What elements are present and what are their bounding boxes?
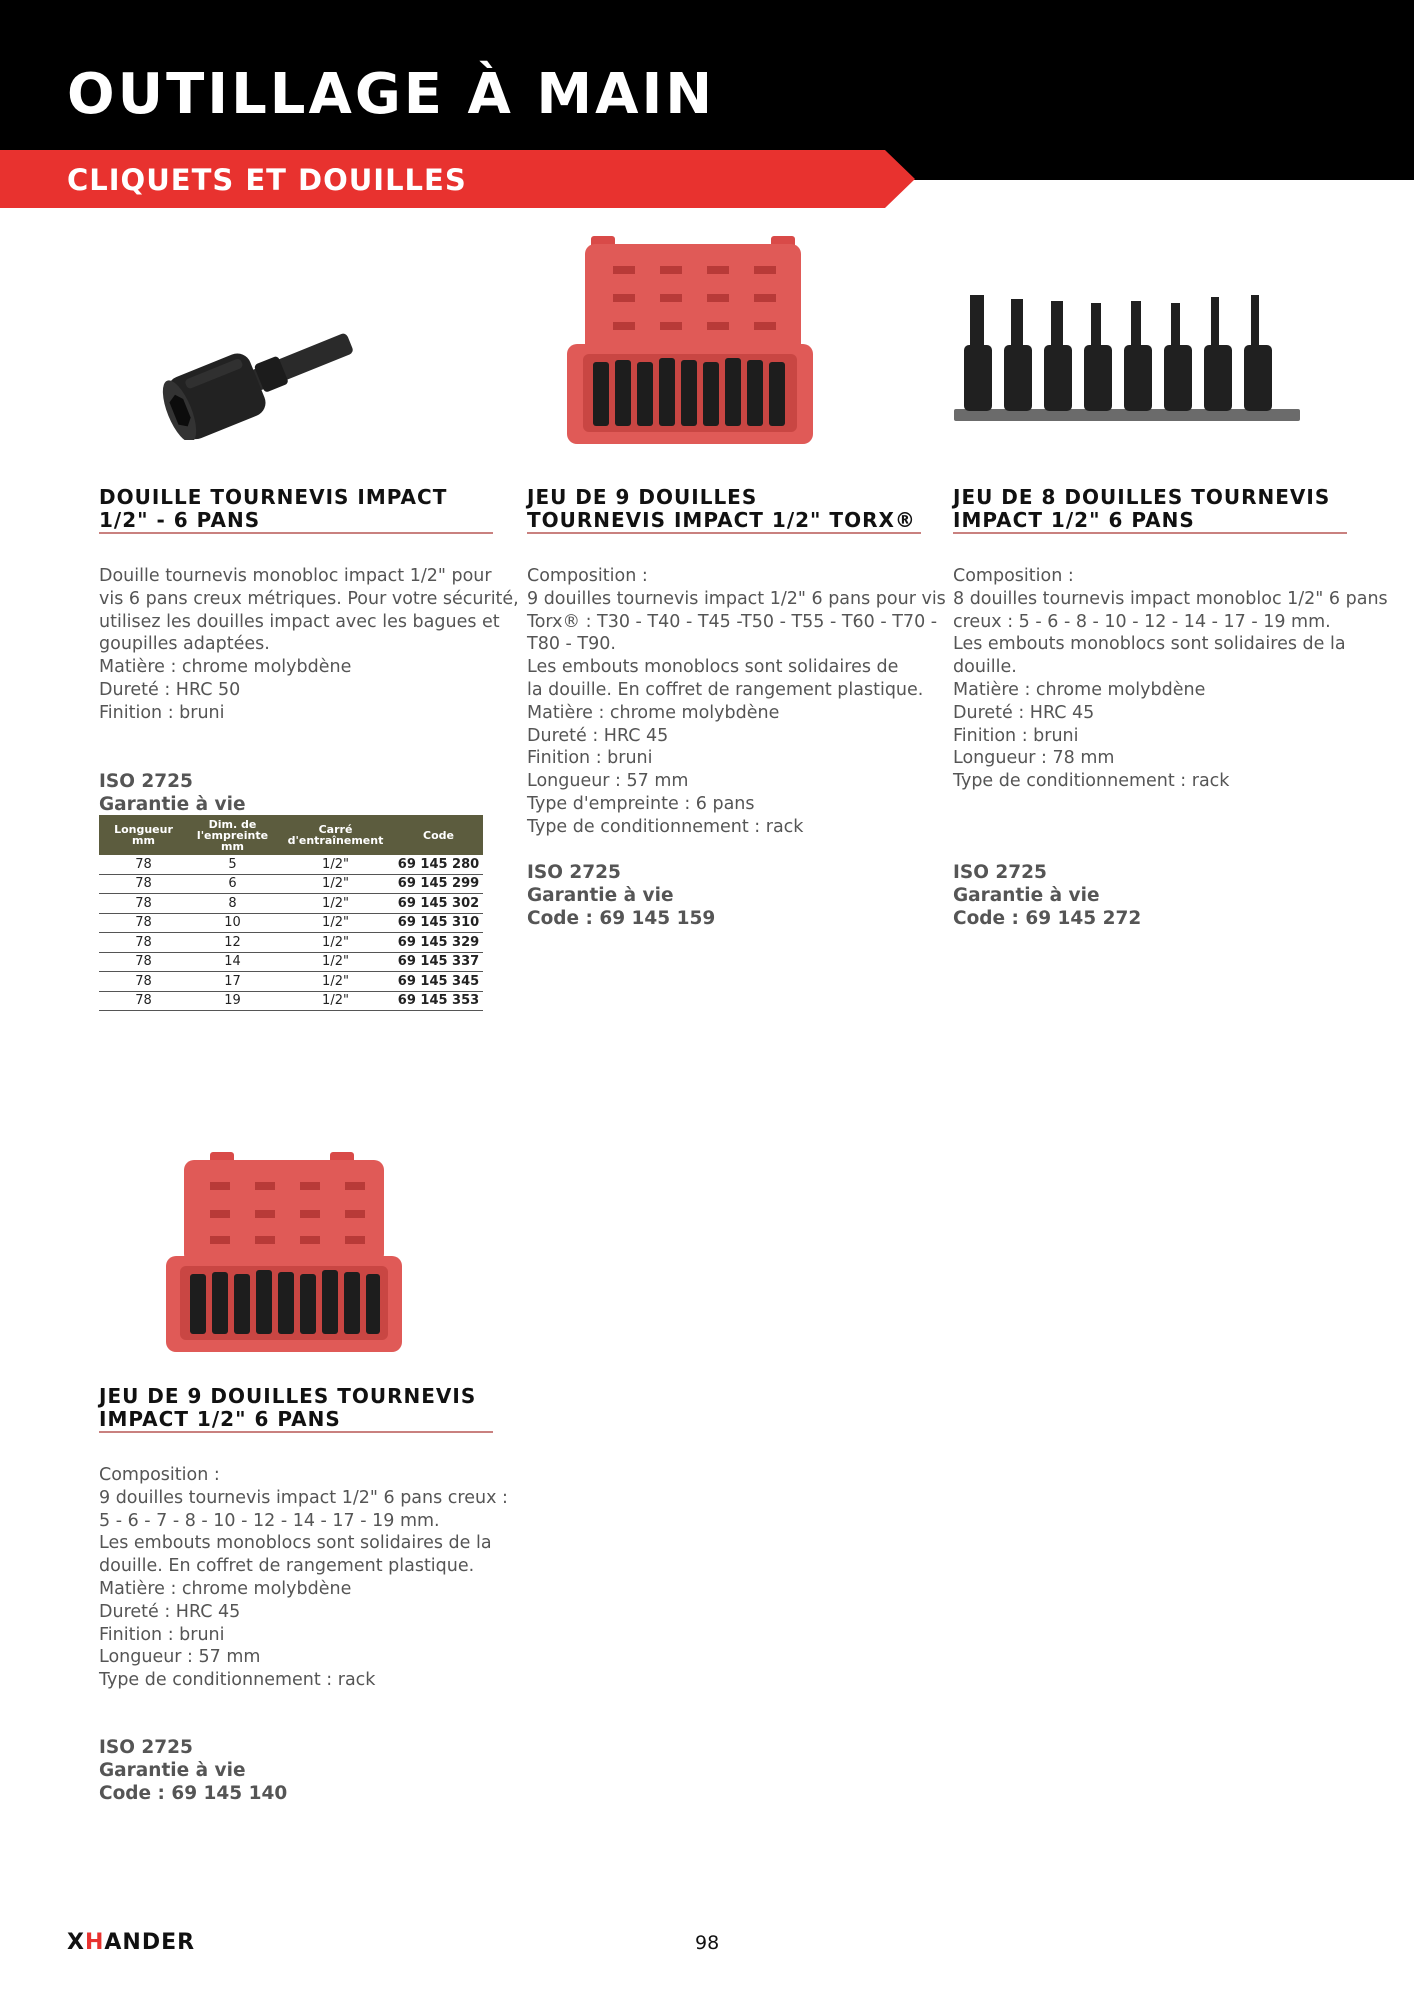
product-description: Composition : 8 douilles tournevis impact monobloc 1/2" 6 pans creux : 5 - 6 - 8 - 10 - 12 - 14 - 17 - 19 mm. Les embouts monoblocs sont solidaires de la douille. Matière : chrome molybdène Dureté : HRC 45 Finition : bruni Longueur : 78 mm Type de conditionnement : rack (953, 566, 1388, 792)
product-certification: ISO 2725 Garantie à vie (99, 771, 246, 815)
table-row: 78 6 1/2" 69 145 299 (99, 874, 483, 894)
product-image-case (160, 1148, 410, 1358)
section-title: CLIQUETS ET DOUILLES (67, 163, 467, 197)
product-title: JEU DE 9 DOUILLES TOURNEVIS IMPACT 1/2" TORX® (527, 485, 916, 532)
title-divider (953, 532, 1347, 534)
column-header: Code (394, 815, 483, 855)
product-description: Douille tournevis monobloc impact 1/2" pour vis 6 pans creux métriques. Pour votre sécurité, utilisez les douilles impact avec les bagues et goupilles adaptées. Matière : chrome molybdène Dureté : HRC 50 Finition : bruni (99, 566, 519, 723)
title-divider (527, 532, 921, 534)
column-header: Carré d'entraînement (277, 815, 394, 855)
product-certification: ISO 2725 Garantie à vie Code : 69 145 159 (527, 862, 716, 929)
product-image-rack (952, 285, 1302, 425)
product-certification: ISO 2725 Garantie à vie Code : 69 145 140 (99, 1737, 288, 1804)
table-row: 78 19 1/2" 69 145 353 (99, 991, 483, 1011)
brand-logo: XHANDER (67, 1930, 196, 1955)
table-row: 78 12 1/2" 69 145 329 (99, 933, 483, 953)
table-row: 78 14 1/2" 69 145 337 (99, 952, 483, 972)
product-description: Composition : 9 douilles tournevis impact 1/2" 6 pans pour vis Torx® : T30 - T40 - T45 -T50 - T55 - T60 - T70 - T80 - T90. Les embouts monoblocs sont solidaires de la douille. En coffret de rangement plastique. Matière : chrome molybdène Dureté : HRC 45 Finition : bruni Longueur : 57 mm Type d'empreinte : 6 pans Type de conditionnement : rack (527, 566, 946, 837)
table-row: 78 8 1/2" 69 145 302 (99, 894, 483, 914)
product-description: Composition : 9 douilles tournevis impact 1/2" 6 pans creux : 5 - 6 - 7 - 8 - 10 - 12 - 14 - 17 - 19 mm. Les embouts monoblocs sont solidaires de la douille. En coffret de rangement plastique. Matière : chrome molybdène Dureté : HRC 45 Finition : bruni Longueur : 57 mm Type de conditionnement : rack (99, 1465, 508, 1691)
table-row: 78 10 1/2" 69 145 310 (99, 913, 483, 933)
page-number: 98 (695, 1932, 720, 1954)
product-title: JEU DE 8 DOUILLES TOURNEVIS IMPACT 1/2" 6 PANS (953, 485, 1331, 532)
product-title: JEU DE 9 DOUILLES TOURNEVIS IMPACT 1/2" 6 PANS (99, 1384, 477, 1431)
product-title: DOUILLE TOURNEVIS IMPACT 1/2" - 6 PANS (99, 485, 448, 532)
table-row: 78 5 1/2" 69 145 280 (99, 855, 483, 874)
product-image-socket (160, 320, 370, 440)
product-certification: ISO 2725 Garantie à vie Code : 69 145 272 (953, 862, 1142, 929)
table-row: 78 17 1/2" 69 145 345 (99, 972, 483, 992)
column-header: Dim. de l'empreinte mm (188, 815, 277, 855)
product-code: Code : 69 145 159 (527, 908, 716, 929)
column-header: Longueur mm (99, 815, 188, 855)
title-divider (99, 532, 493, 534)
spec-table (99, 815, 483, 1011)
page-title: OUTILLAGE À MAIN (67, 62, 716, 127)
title-divider (99, 1431, 493, 1433)
product-image-torx-case (565, 232, 815, 452)
product-code: Code : 69 145 140 (99, 1783, 288, 1804)
product-code: Code : 69 145 272 (953, 908, 1142, 929)
